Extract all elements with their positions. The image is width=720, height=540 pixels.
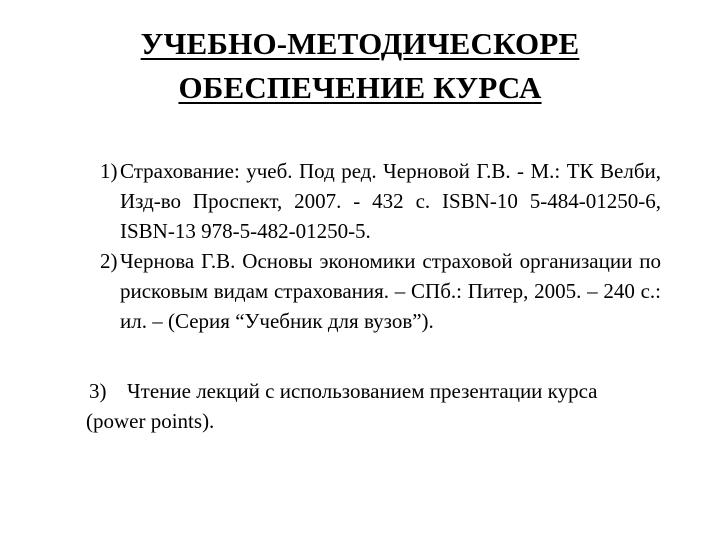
list-item-number: 2): [100, 249, 118, 273]
list-item: [86, 246, 661, 336]
title-line-1: УЧЕБНО-МЕТОДИЧЕСКОРЕ: [140, 26, 580, 61]
list-item: [86, 376, 661, 436]
list-item-text: Чернова Г.В. Основы экономики страховой организации по рисковым видам страхования. – СПб.: Питер, 2005. – 240 с.: ил. – (Серия “Учебник для вузов”).: [120, 249, 661, 333]
list-item-text: Страхование: учеб. Под ред. Черновой Г.В. - М.: ТК Велби, Изд-во Проспект, 2007. - 432 с. ISBN-10 5-484-01250-6, ISBN-13 978-5-482-01250-5.: [120, 159, 661, 243]
list-item-number: 1): [100, 159, 118, 183]
reference-list: [86, 156, 661, 336]
list-item: [86, 156, 661, 246]
list-item-text: Чтение лекций с использованием презентации курса (power points).: [86, 379, 598, 433]
title-line-2: ОБЕСПЕЧЕНИЕ КУРСА: [178, 70, 542, 105]
slide-title: [60, 22, 660, 110]
list-item-number: 3): [89, 379, 107, 403]
